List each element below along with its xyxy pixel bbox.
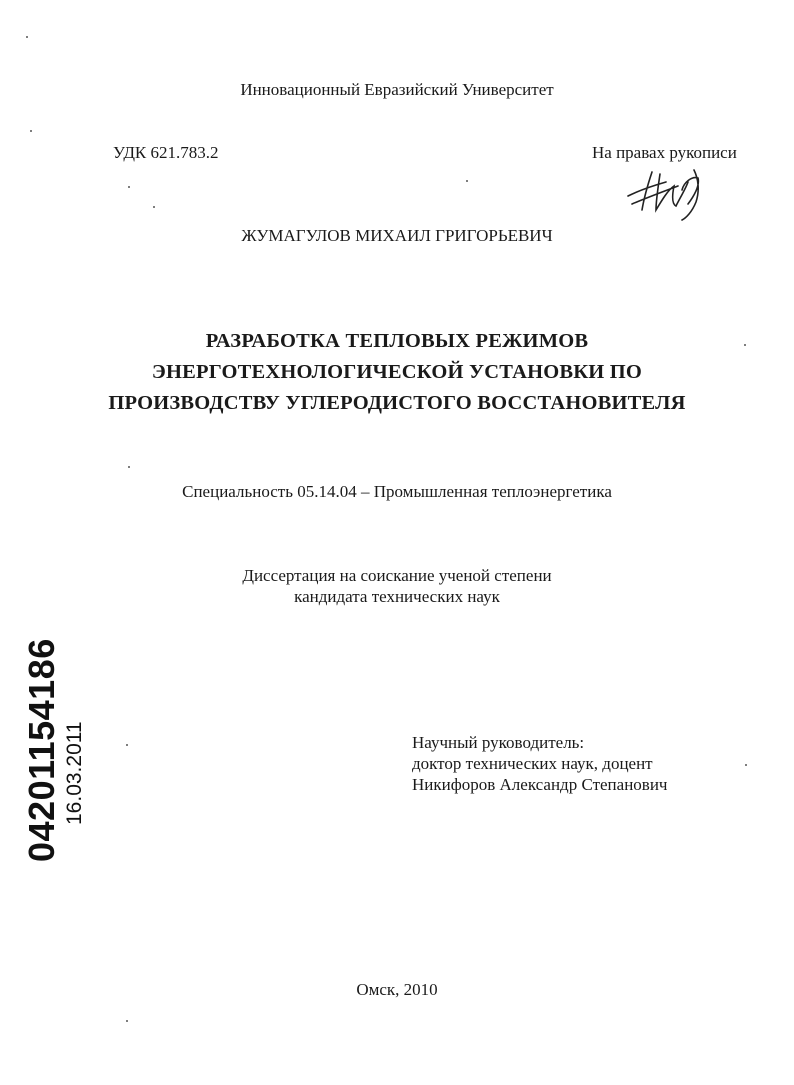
- thesis-title-line-1: РАЗРАБОТКА ТЕПЛОВЫХ РЕЖИМОВ: [205, 330, 589, 352]
- scan-speck: [128, 466, 130, 468]
- scan-speck: [466, 180, 468, 182]
- author-name: ЖУМАГУЛОВ МИХАИЛ ГРИГОРЬЕВИЧ: [241, 226, 553, 245]
- library-stamp-date: 16.03.2011: [63, 721, 86, 825]
- degree-line-1: Диссертация на соискание ученой степени: [242, 566, 552, 585]
- specialty-line: Специальность 05.14.04 – Промышленная теплоэнергетика: [182, 482, 612, 501]
- thesis-title-line-3: ПРОИЗВОДСТВУ УГЛЕРОДИСТОГО ВОССТАНОВИТЕЛЯ: [108, 392, 686, 414]
- scan-speck: [26, 36, 28, 38]
- supervisor-label: Научный руководитель:: [412, 733, 585, 752]
- udk-code: УДК 621.783.2: [113, 143, 219, 162]
- degree-line-2: кандидата технических наук: [294, 587, 500, 606]
- library-stamp-number: 04201154186: [21, 638, 62, 862]
- thesis-title-line-2: ЭНЕРГОТЕХНОЛОГИЧЕСКОЙ УСТАНОВКИ ПО: [151, 361, 643, 383]
- supervisor-degree: доктор технических наук, доцент: [412, 754, 653, 773]
- scan-speck: [128, 186, 130, 188]
- scan-speck: [744, 344, 746, 346]
- signature: [622, 160, 714, 222]
- manuscript-rights-label: На правах рукописи: [592, 143, 737, 162]
- scan-speck: [126, 1020, 128, 1022]
- scan-speck: [30, 130, 32, 132]
- scan-speck: [126, 744, 128, 746]
- supervisor-name: Никифоров Александр Степанович: [412, 775, 668, 794]
- scan-speck: [153, 206, 155, 208]
- city-year: Омск, 2010: [356, 980, 438, 999]
- university-name: Инновационный Евразийский Университет: [240, 80, 554, 99]
- scan-speck: [745, 764, 747, 766]
